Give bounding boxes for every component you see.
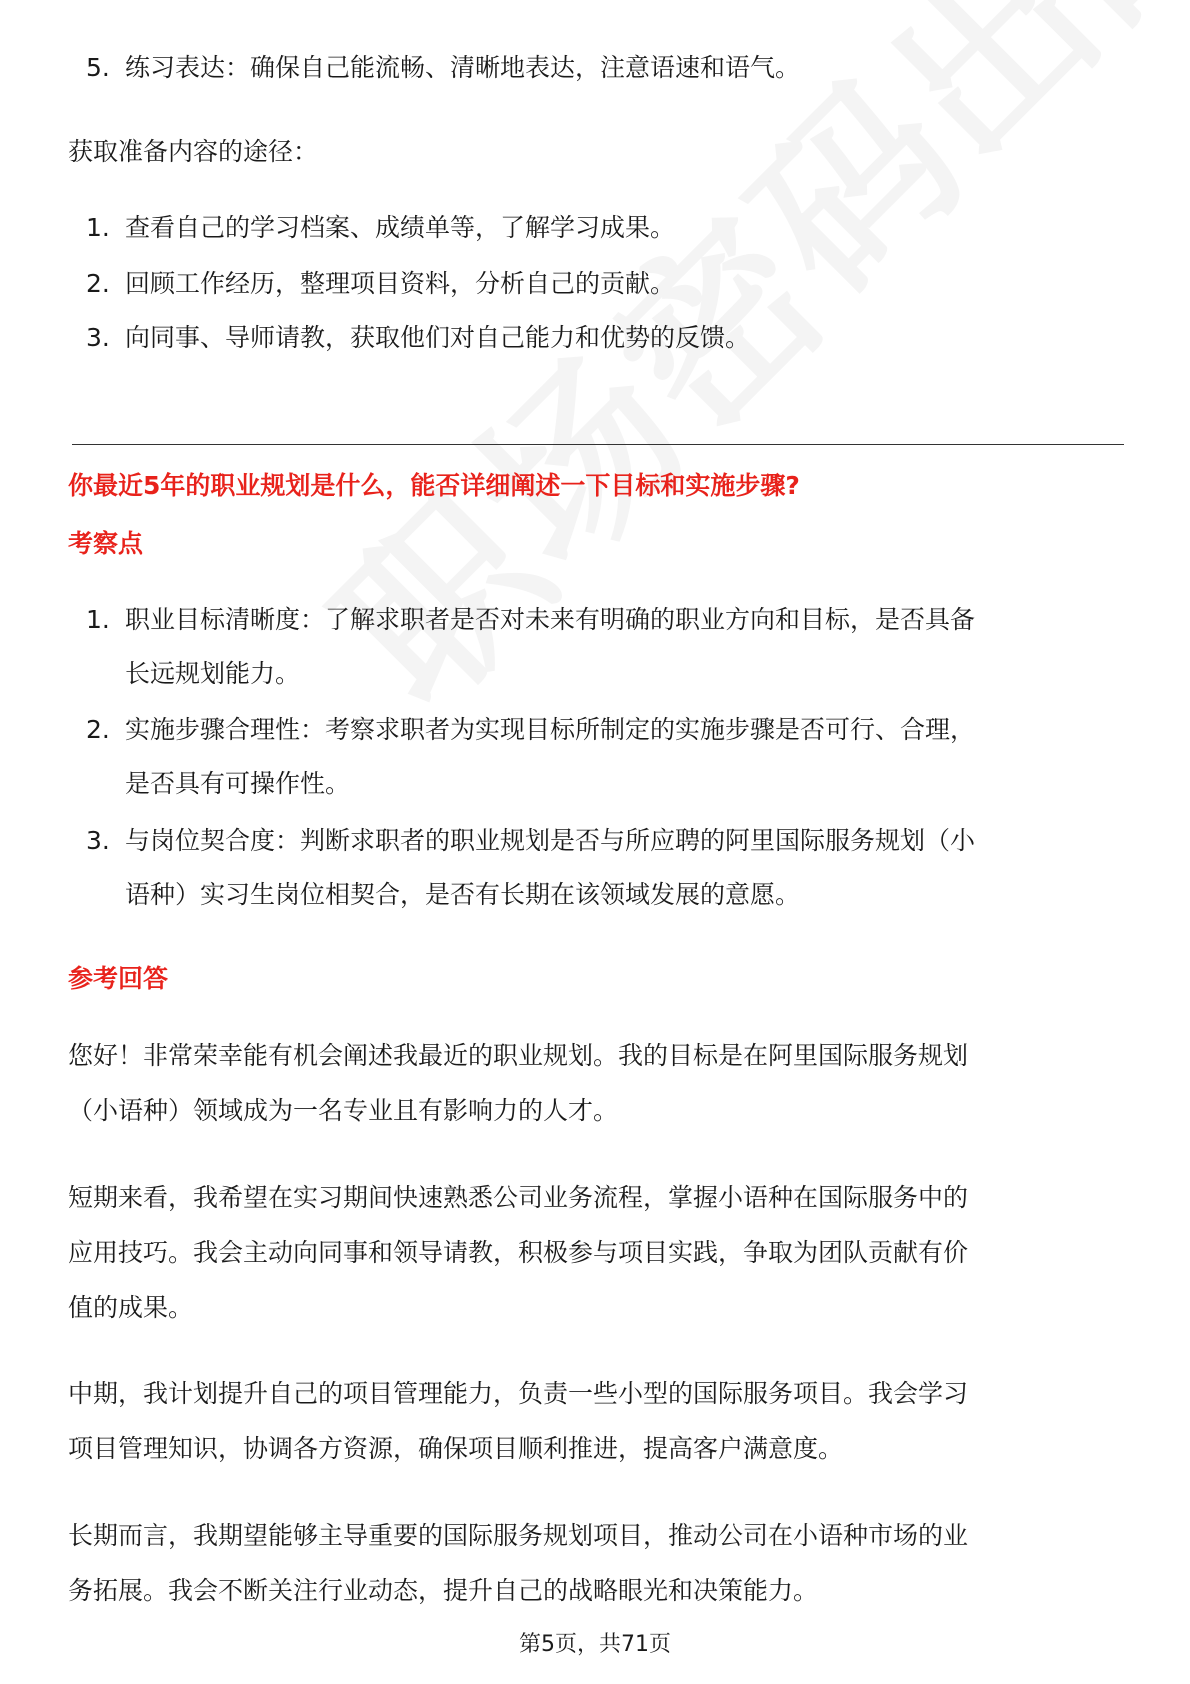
watermark [270,0,1190,753]
list-item: 职业目标清晰度：了解求职者是否对未来有明确的职业方向和目标，是否具备 [125,605,976,634]
list-number: 5. [86,53,110,82]
list-item: 回顾工作经历，整理项目资料，分析自己的贡献。 [125,269,676,298]
answer-paragraph-line: 中期，我计划提升自己的项目管理能力，负责一些小型的国际服务项目。我会学习 [68,1379,969,1408]
list-item: 向同事、导师请教，获取他们对自己能力和优势的反馈。 [125,323,751,352]
list-item: 查看自己的学习档案、成绩单等，了解学习成果。 [125,213,676,242]
list-item-continued: 长远规划能力。 [125,659,301,688]
list-number: 3. [86,323,110,352]
list-number: 1. [86,213,110,242]
section-heading-sources: 获取准备内容的途径： [68,137,319,166]
list-item-continued: 是否具有可操作性。 [125,769,351,798]
list-item: 与岗位契合度：判断求职者的职业规划是否与所应聘的阿里国际服务规划（小 [125,826,976,855]
list-item: 练习表达：确保自己能流畅、清晰地表达，注意语速和语气。 [125,53,801,82]
answer-paragraph-line: （小语种）领域成为一名专业且有影响力的人才。 [68,1096,619,1125]
section-divider [72,444,1124,445]
answer-paragraph-line: 短期来看，我希望在实习期间快速熟悉公司业务流程，掌握小语种在国际服务中的 [68,1183,969,1212]
answer-heading: 参考回答 [68,964,169,993]
answer-paragraph-line: 务拓展。我会不断关注行业动态，提升自己的战略眼光和决策能力。 [68,1576,819,1605]
page-number-footer: 第5页，共71页 [519,1632,671,1657]
list-number: 2. [86,269,110,298]
list-item-continued: 语种）实习生岗位相契合，是否有长期在该领域发展的意愿。 [125,880,801,909]
list-number: 3. [86,826,110,855]
list-number: 2. [86,715,110,744]
answer-paragraph-line: 应用技巧。我会主动向同事和领导请教，积极参与项目实践，争取为团队贡献有价 [68,1238,969,1267]
answer-paragraph-line: 项目管理知识，协调各方资源，确保项目顺利推进，提高客户满意度。 [68,1434,844,1463]
points-heading: 考察点 [68,529,144,558]
question-title: 你最近5年的职业规划是什么，能否详细阐述一下目标和实施步骤? [68,471,800,500]
answer-paragraph-line: 您好！非常荣幸能有机会阐述我最近的职业规划。我的目标是在阿里国际服务规划 [68,1041,969,1070]
answer-paragraph-line: 值的成果。 [68,1293,194,1322]
list-item: 实施步骤合理性：考察求职者为实现目标所制定的实施步骤是否可行、合理， [125,715,976,744]
list-number: 1. [86,605,110,634]
answer-paragraph-line: 长期而言，我期望能够主导重要的国际服务规划项目，推动公司在小语种市场的业 [68,1521,969,1550]
